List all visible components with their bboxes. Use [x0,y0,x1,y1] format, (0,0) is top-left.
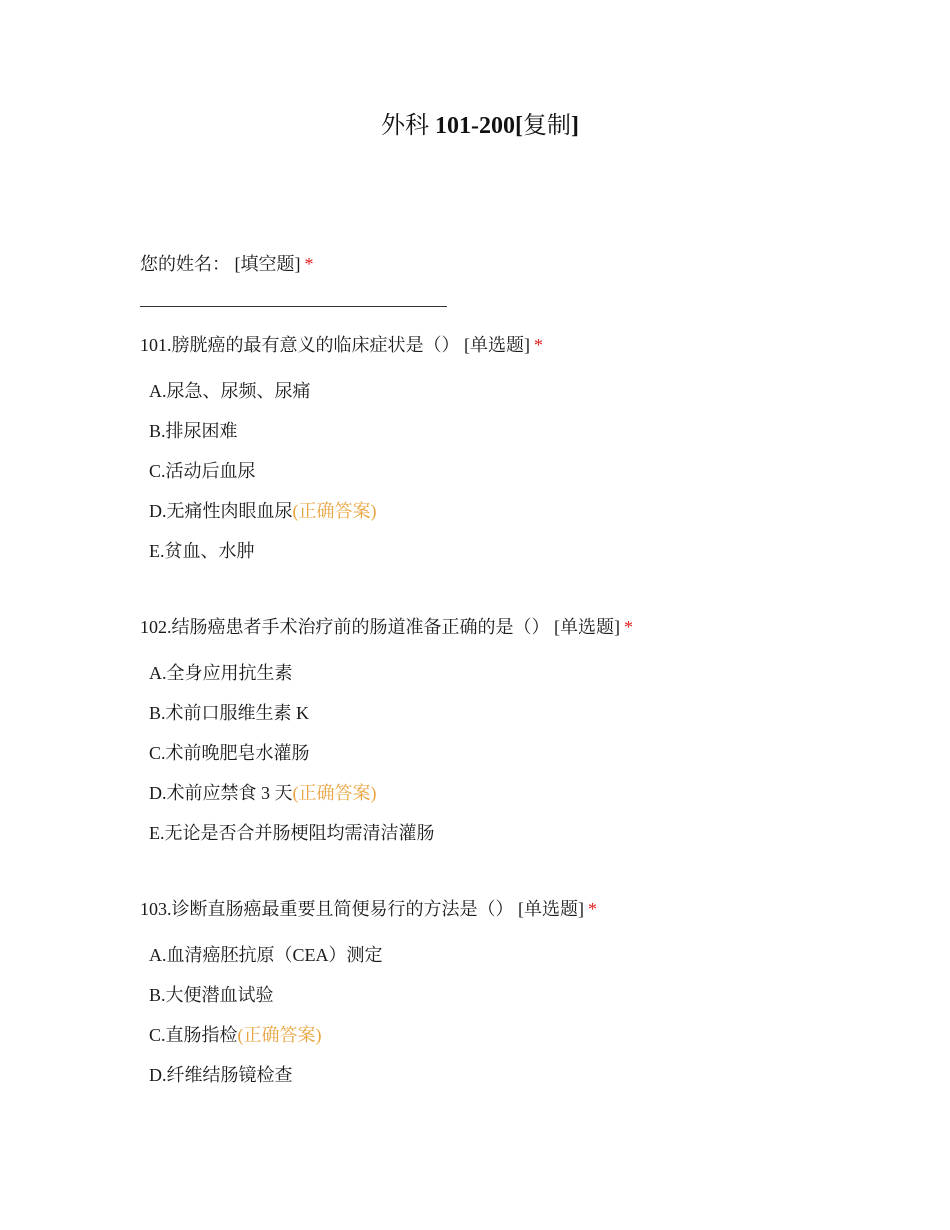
question-type-tag: [单选题] [554,617,620,637]
correct-answer-note: (正确答案) [292,783,377,803]
question-type-tag: [填空题] [234,254,301,274]
option-text: C.直肠指检 [149,1025,238,1045]
question-title [140,615,633,639]
option-text: E.无论是否合并肠梗阻均需清洁灌肠 [149,823,435,843]
option-text: C.活动后血尿 [149,461,256,481]
option-item[interactable] [149,419,238,443]
question-type-tag: [单选题] [518,899,584,919]
name-input-line[interactable] [140,306,447,307]
correct-answer-note: (正确答案) [237,1025,322,1045]
option-item[interactable] [149,379,311,403]
option-text: D.无痛性肉眼血尿 [149,501,293,521]
option-item[interactable] [149,781,377,805]
question-text: 103.诊断直肠癌最重要且简便易行的方法是（） [140,899,514,919]
question-text: 102.结肠癌患者手术治疗前的肠道准备正确的是（） [140,617,550,637]
option-item[interactable] [149,701,309,725]
option-text: A.尿急、尿频、尿痛 [149,381,311,401]
required-mark: * [534,335,543,355]
question-type-tag: [单选题] [464,335,530,355]
option-item[interactable] [149,459,256,483]
title-copy-tag: 复制 [522,113,571,139]
option-item[interactable] [149,821,435,845]
option-text: E.贫血、水肿 [149,541,255,561]
title-bracket: ] [570,113,579,139]
option-item[interactable] [149,499,377,523]
option-text: C.术前晚肥皂水灌肠 [149,743,310,763]
option-text: A.全身应用抗生素 [149,663,293,683]
name-question [140,252,314,276]
option-text: A.血清癌胚抗原（CEA）测定 [149,945,383,965]
option-item[interactable] [149,539,255,563]
option-text: D.纤维结肠镜检查 [149,1065,293,1085]
option-text: D.术前应禁食 3 天 [149,783,293,803]
question-text: 101.膀胱癌的最有意义的临床症状是（） [140,335,460,355]
option-text: B.大便潜血试验 [149,985,274,1005]
option-text: B.术前口服维生素 K [149,703,310,723]
required-mark: * [624,617,633,637]
page-title [0,110,950,142]
required-mark: * [588,899,597,919]
option-item[interactable] [149,1023,322,1047]
option-item[interactable] [149,661,293,685]
option-text: B.排尿困难 [149,421,238,441]
option-item[interactable] [149,943,383,967]
option-item[interactable] [149,741,310,765]
name-label: 您的姓名： [140,254,230,274]
title-prefix: 外科 [381,113,435,139]
required-mark: * [304,254,314,274]
question-title [140,897,597,921]
option-item[interactable] [149,1063,293,1087]
question-title [140,333,543,357]
title-range: 101-200[ [435,113,523,139]
option-item[interactable] [149,983,274,1007]
correct-answer-note: (正确答案) [292,501,377,521]
